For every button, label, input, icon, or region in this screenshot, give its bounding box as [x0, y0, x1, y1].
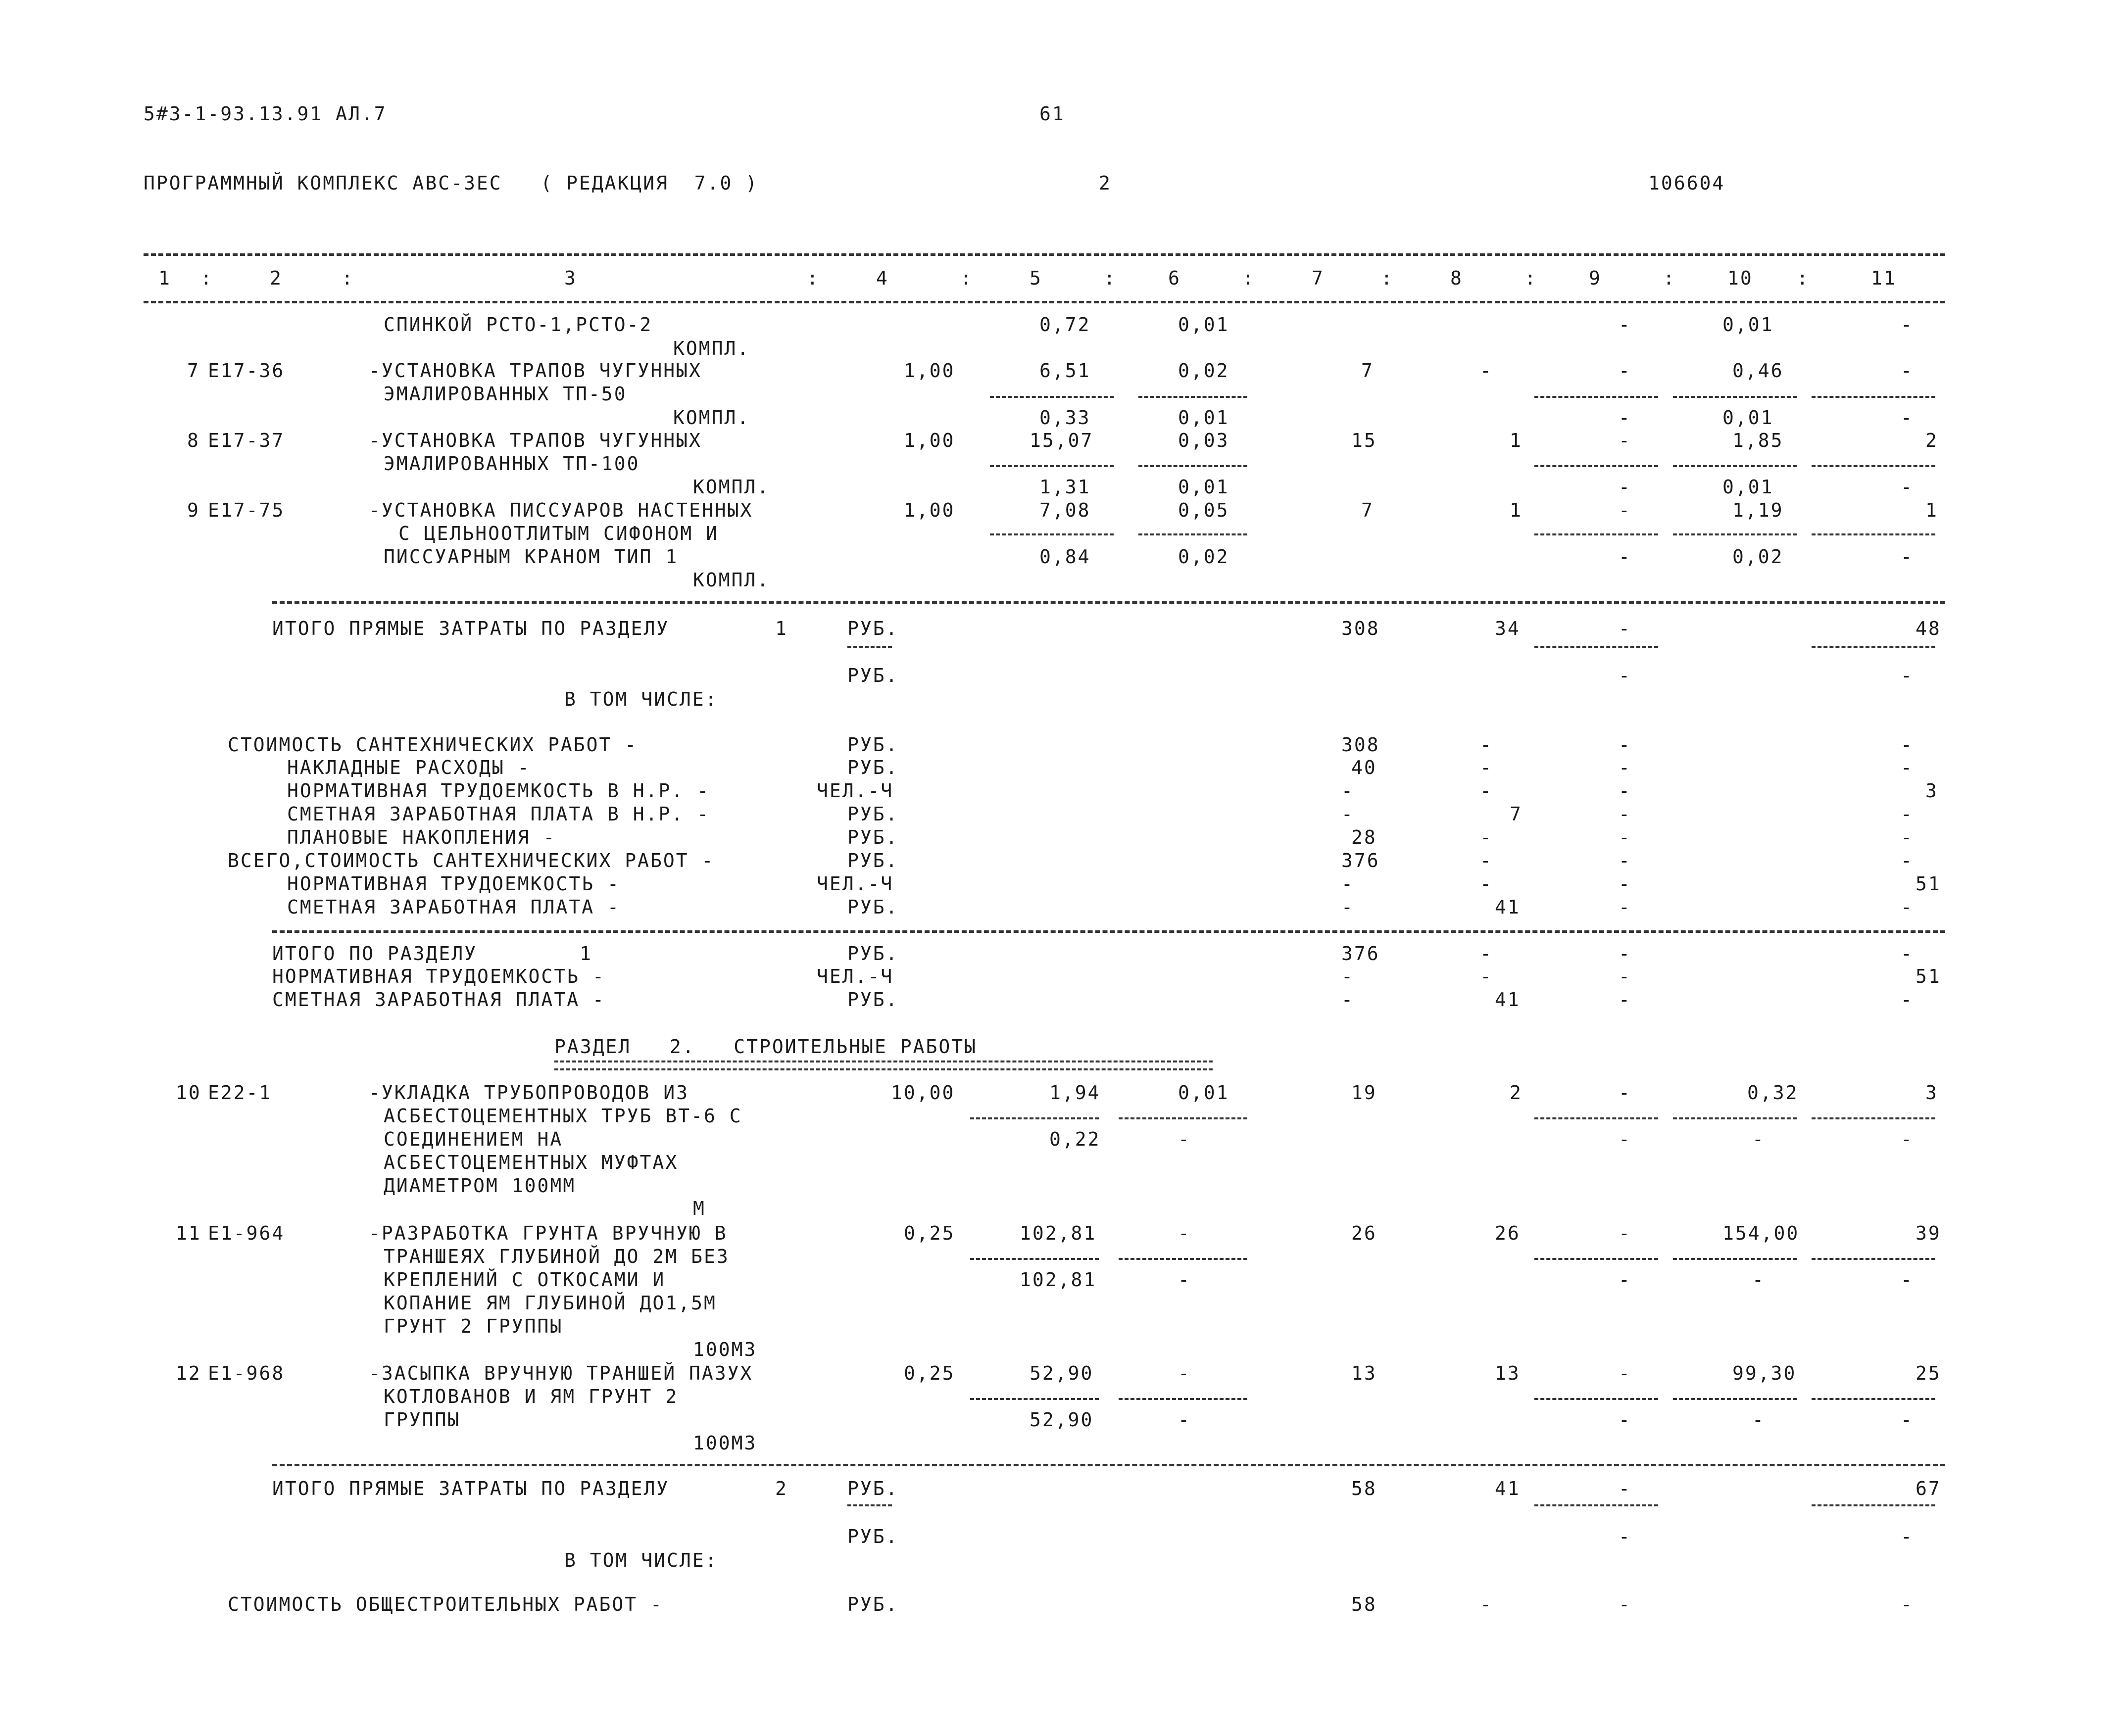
col-header-3: 3 [564, 267, 577, 289]
document-code: 106604 [1648, 172, 1725, 194]
row-cont-unit: КОМПЛ. [673, 338, 750, 359]
sum2-c7: - [1341, 989, 1354, 1011]
bd4-label: ПЛАНОВЫЕ НАКОПЛЕНИЯ - [287, 826, 556, 848]
bd2-c11: 3 [1925, 780, 1938, 802]
section2-incl: В ТОМ ЧИСЛЕ: [564, 1549, 718, 1571]
row7-s6: 0,01 [1178, 407, 1229, 429]
bd3-c11: - [1901, 803, 1914, 825]
row10-code: Е22-1 [208, 1082, 272, 1104]
bd6-c11: 51 [1916, 873, 1941, 895]
sum2-label: СМЕТНАЯ ЗАРАБОТНАЯ ПЛАТА - [272, 989, 605, 1011]
row11-unit: 100М3 [693, 1339, 757, 1360]
row12-line1: -ЗАСЫПКА ВРУЧНУЮ ТРАНШЕЙ ПАЗУХ [369, 1362, 753, 1384]
doc-code: 5#3-1-93.13.91 АЛ.7 [144, 103, 387, 125]
row9-v9: - [1619, 499, 1631, 521]
row7-s5: 0,33 [1039, 407, 1091, 429]
section1-total-num: 1 [775, 618, 788, 639]
row-cont-v11: - [1901, 314, 1914, 336]
row9-s10: 0,02 [1732, 546, 1784, 568]
row8-v7: 15 [1351, 430, 1377, 451]
sum1-c9: - [1619, 965, 1631, 987]
sum0-c7: 376 [1341, 943, 1380, 964]
row9-v7: 7 [1361, 499, 1374, 521]
bd1-c11: - [1901, 757, 1914, 778]
col-header-2: 2 [270, 267, 283, 289]
row12-v11: 25 [1916, 1362, 1941, 1384]
bd4-c9: - [1619, 826, 1631, 848]
sheet-number: 2 [1099, 172, 1112, 194]
row12-v9: - [1619, 1362, 1631, 1384]
row12-v8: 13 [1495, 1362, 1521, 1384]
row7-v11: - [1901, 360, 1914, 382]
section2-cost-c9: - [1619, 1593, 1631, 1615]
row11-s5: 102,81 [1020, 1269, 1097, 1291]
sum0-label: ИТОГО ПО РАЗДЕЛУ 1 [272, 943, 592, 964]
row11-qty: 0,25 [904, 1222, 955, 1244]
bd0-c11: - [1901, 734, 1914, 756]
row8-num: 8 [187, 430, 200, 451]
col-header-5: 5 [1030, 267, 1042, 289]
section1-total-c7: 308 [1341, 618, 1380, 639]
bd5-c8: - [1480, 850, 1493, 871]
row11-v7: 26 [1351, 1222, 1377, 1244]
row10-v9: - [1619, 1082, 1631, 1104]
row11-num: 11 [176, 1222, 201, 1244]
row12-unit: 100М3 [693, 1432, 757, 1454]
sum2-c11: - [1901, 989, 1914, 1011]
row10-unit: М [693, 1198, 706, 1219]
row11-s11: - [1901, 1269, 1914, 1291]
row11-v5: 102,81 [1020, 1222, 1097, 1244]
sum1-unit: ЧЕЛ.-Ч [817, 965, 894, 987]
section2-total-c7: 58 [1351, 1478, 1377, 1499]
bd0-unit: РУБ. [847, 734, 899, 756]
row10-s10: - [1752, 1128, 1765, 1150]
row8-s10: 0,01 [1722, 476, 1774, 498]
col-header-7: 7 [1312, 267, 1325, 289]
row9-v11: 1 [1925, 499, 1938, 521]
row12-num: 12 [176, 1362, 201, 1384]
row11-v11: 39 [1916, 1222, 1941, 1244]
bd3-c8: 7 [1510, 803, 1523, 825]
program-title: ПРОГРАММНЫЙ КОМПЛЕКС АВС-3ЕС ( РЕДАКЦИЯ 7.0 ) [144, 172, 759, 194]
row8-v8: 1 [1510, 430, 1523, 451]
section2-total-c8: 41 [1495, 1478, 1521, 1499]
row11-s9: - [1619, 1269, 1631, 1291]
section2-title-underline [554, 1061, 1213, 1070]
bd5-c7: 376 [1341, 850, 1380, 871]
bd0-c8: - [1480, 734, 1493, 756]
row9-qty: 1,00 [904, 499, 955, 521]
section1-total-c9: - [1619, 618, 1631, 639]
bd1-c9: - [1619, 757, 1631, 778]
row7-qty: 1,00 [904, 360, 955, 382]
bd7-unit: РУБ. [847, 896, 899, 918]
row-cont-v9: - [1619, 314, 1631, 336]
row12-s11: - [1901, 1409, 1914, 1431]
row10-s11: - [1901, 1128, 1914, 1150]
section2-cost-label: СТОИМОСТЬ ОБЩЕСТРОИТЕЛЬНЫХ РАБОТ - [228, 1593, 663, 1615]
bd0-label: СТОИМОСТЬ САНТЕХНИЧЕСКИХ РАБОТ - [228, 734, 638, 756]
row11-v6: - [1178, 1222, 1191, 1244]
row9-v10: 1,19 [1732, 499, 1784, 521]
row9-desc3: ПИССУАРНЫМ КРАНОМ ТИП 1 [384, 546, 679, 568]
bd7-c9: - [1619, 896, 1631, 918]
row-cont-v6: 0,01 [1178, 314, 1229, 336]
bd3-c9: - [1619, 803, 1631, 825]
row10-line1: -УКЛАДКА ТРУБОПРОВОДОВ ИЗ [369, 1082, 689, 1104]
row-cont-v5: 0,72 [1039, 314, 1091, 336]
bd3-unit: РУБ. [847, 803, 899, 825]
row12-s9: - [1619, 1409, 1631, 1431]
row9-num: 9 [187, 499, 200, 521]
section1-sub-c11: - [1901, 665, 1914, 686]
row10-v11: 3 [1925, 1082, 1938, 1104]
row12-code: Е1-968 [208, 1362, 285, 1384]
row12-s6: - [1178, 1409, 1191, 1431]
bd7-c11: - [1901, 896, 1914, 918]
col-header-8: 8 [1450, 267, 1463, 289]
bd6-c9: - [1619, 873, 1631, 895]
sum1-c11: 51 [1916, 965, 1941, 987]
bd1-label: НАКЛАДНЫЕ РАСХОДЫ - [287, 757, 531, 778]
row11-line3: КРЕПЛЕНИЙ С ОТКОСАМИ И [384, 1269, 666, 1291]
section1-total-c8: 34 [1495, 618, 1521, 639]
row12-v6: - [1178, 1362, 1191, 1384]
row8-v11: 2 [1925, 430, 1938, 451]
row8-desc1: -УСТАНОВКА ТРАПОВ ЧУГУННЫХ [369, 430, 702, 451]
row12-line2: КОТЛОВАНОВ И ЯМ ГРУНТ 2 [384, 1386, 679, 1407]
bd4-c8: - [1480, 826, 1493, 848]
row10-v10: 0,32 [1747, 1082, 1799, 1104]
bd0-c9: - [1619, 734, 1631, 756]
row10-line5: ДИАМЕТРОМ 100ММ [384, 1175, 576, 1197]
row9-desc2: С ЦЕЛЬНООТЛИТЫМ СИФОНОМ И [398, 523, 719, 544]
section1-sub-c9: - [1619, 665, 1631, 686]
bd4-c11: - [1901, 826, 1914, 848]
row11-line2: ТРАНШЕЯХ ГЛУБИНОЙ ДО 2М БЕЗ [384, 1246, 730, 1267]
row10-line4: АСБЕСТОЦЕМЕНТНЫХ МУФТАХ [384, 1152, 679, 1173]
sum1-c7: - [1341, 965, 1354, 987]
section2-total-label: ИТОГО ПРЯМЫЕ ЗАТРАТЫ ПО РАЗДЕЛУ [272, 1478, 670, 1499]
row7-s9: - [1619, 407, 1631, 429]
row10-line2: АСБЕСТОЦЕМЕНТНЫХ ТРУБ ВТ-6 С [384, 1105, 742, 1127]
row11-code: Е1-964 [208, 1222, 285, 1244]
row9-s11: - [1901, 546, 1914, 568]
row8-s5: 1,31 [1039, 476, 1091, 498]
section2-total-num: 2 [775, 1478, 788, 1499]
row11-s10: - [1752, 1269, 1765, 1291]
row9-unit: КОМПЛ. [693, 569, 770, 591]
bd4-unit: РУБ. [847, 826, 899, 848]
row12-s5: 52,90 [1030, 1409, 1094, 1431]
bd6-label: НОРМАТИВНАЯ ТРУДОЕМКОСТЬ - [287, 873, 620, 895]
bd2-c8: - [1480, 780, 1493, 802]
header-top-rule [144, 253, 1945, 256]
row10-v5: 1,94 [1049, 1082, 1101, 1104]
row7-v6: 0,02 [1178, 360, 1229, 382]
row11-line1: -РАЗРАБОТКА ГРУНТА ВРУЧНУЮ В [369, 1222, 728, 1244]
row11-v10: 154,00 [1722, 1222, 1800, 1244]
section2-sub-c11: - [1901, 1526, 1914, 1547]
row8-v10: 1,85 [1732, 430, 1784, 451]
section2-total-c9: - [1619, 1478, 1631, 1499]
col-header-11: 11 [1871, 267, 1897, 289]
col-header-10: 10 [1727, 267, 1753, 289]
row12-s10: - [1752, 1409, 1765, 1431]
row10-qty: 10,00 [891, 1082, 955, 1104]
section2-cost-c8: - [1480, 1593, 1493, 1615]
row12-v7: 13 [1351, 1362, 1377, 1384]
row10-line3: СОЕДИНЕНИЕМ НА [384, 1128, 563, 1150]
row7-v5: 6,51 [1039, 360, 1091, 382]
row7-v7: 7 [1361, 360, 1374, 382]
row7-v8: - [1480, 360, 1493, 382]
row12-line3: ГРУППЫ [384, 1409, 461, 1431]
section1-total-c11: 48 [1916, 618, 1941, 639]
sum0-c11: - [1901, 943, 1914, 964]
sum1-c8: - [1480, 965, 1493, 987]
row10-v6: 0,01 [1178, 1082, 1229, 1104]
section2-sub-c9: - [1619, 1526, 1631, 1547]
bd1-unit: РУБ. [847, 757, 899, 778]
row7-desc2: ЭМАЛИРОВАННЫХ ТП-50 [384, 383, 627, 405]
row7-v10: 0,46 [1732, 360, 1784, 382]
bd2-c9: - [1619, 780, 1631, 802]
row12-qty: 0,25 [904, 1362, 955, 1384]
bd7-c8: 41 [1495, 896, 1521, 918]
row10-v8: 2 [1510, 1082, 1523, 1104]
section1-total-unit: РУБ. [847, 618, 899, 639]
row10-s5: 0,22 [1049, 1128, 1101, 1150]
row7-num: 7 [187, 360, 200, 382]
row9-v8: 1 [1510, 499, 1523, 521]
section2-cost-c7: 58 [1351, 1593, 1377, 1615]
sum2-unit: РУБ. [847, 989, 899, 1011]
bd1-c8: - [1480, 757, 1493, 778]
bd0-c7: 308 [1341, 734, 1380, 756]
col-header-9: 9 [1589, 267, 1602, 289]
sum0-c9: - [1619, 943, 1631, 964]
row7-code: Е17-36 [208, 360, 285, 382]
section1-sub-unit: РУБ. [847, 665, 899, 686]
row8-s9: - [1619, 476, 1631, 498]
section2-total-c11: 67 [1916, 1478, 1941, 1499]
bd6-unit: ЧЕЛ.-Ч [817, 873, 894, 895]
row7-s11: - [1901, 407, 1914, 429]
row9-v5: 7,08 [1039, 499, 1091, 521]
col-header-1: 1 [158, 267, 171, 289]
bd3-label: СМЕТНАЯ ЗАРАБОТНАЯ ПЛАТА В Н.Р. - [287, 803, 710, 825]
row7-unit: КОМПЛ. [673, 407, 750, 429]
bd7-c7: - [1341, 896, 1354, 918]
row11-s6: - [1178, 1269, 1191, 1291]
row9-s6: 0,02 [1178, 546, 1229, 568]
row11-line4: КОПАНИЕ ЯМ ГЛУБИНОЙ ДО1,5М [384, 1292, 717, 1314]
bd6-c7: - [1341, 873, 1354, 895]
section2-cost-c11: - [1901, 1593, 1914, 1615]
row11-line5: ГРУНТ 2 ГРУППЫ [384, 1315, 563, 1337]
document-page: 5#3-1-93.13.91 АЛ.7 61 ПРОГРАММНЫЙ КОМПЛЕКС АВС-3ЕС ( РЕДАКЦИЯ 7.0 ) 2 106604 1 : 2 : 3 : 4 : 5 : 6 : 7 : 8 : 9 : 10 : 11 СПИНКОЙ РСТО-1,РСТО-2 0,72 0,01 - 0,01 - КОМПЛ. 7 Е17-36 -УСТАНОВКА ТРАПОВ ЧУГУННЫХ 1,00 6,51 0,02 7 - - 0,46 - ЭМАЛИРОВАННЫХ ТП-50 КОМПЛ. 0,33 0,01 - 0,01 - 8 Е17-37 -УСТАНОВКА ТРАПОВ ЧУГУННЫХ 1,00 15,07 0,03 15 1 - 1,85 2 ЭМАЛИРОВАННЫХ ТП-100 КОМПЛ. 1,31 0,01 - 0,01 - 9 Е17-75 -УСТАНОВКА ПИССУАРОВ НАСТЕННЫХ 1,00 7,08 0,05 7 1 - 1,19 1 С ЦЕЛЬНООТЛИТЫМ СИФОНОМ И ПИССУАРНЫМ КРАНОМ ТИП 1 0,84 0,02 - 0,02 - КОМПЛ. ИТОГО ПРЯМЫЕ ЗАТРАТЫ ПО РАЗДЕЛУ 1 РУБ. 308 34 - 48 РУБ. - - В ТОМ ЧИСЛЕ: СТОИМОСТЬ САНТЕХНИЧЕСКИХ РАБОТ - РУБ. 308 - - - НАКЛАДНЫЕ РАСХОДЫ - РУБ. 40 - - - НОРМАТИВНАЯ ТРУДОЕМКОСТЬ В Н.Р. - ЧЕЛ.-Ч - - - 3 СМЕТНАЯ ЗАРАБОТНАЯ ПЛАТА В Н.Р. - РУБ. - 7 - - ПЛАНОВЫЕ НАКОПЛЕНИЯ - РУБ. 28 - - - ВСЕГО,СТОИМОСТЬ САНТЕХНИЧЕСКИХ РАБОТ - РУБ. 376 - - - НОРМАТИВНАЯ ТРУДОЕМКОСТЬ - ЧЕЛ.-Ч - - - 51 СМЕТНАЯ ЗАРАБОТНАЯ ПЛАТА - РУБ. - 41 - - ИТОГО ПО РАЗДЕЛУ 1 РУБ. 376 - - - НОРМАТИВНАЯ ТРУДОЕМКОСТЬ - ЧЕЛ.-Ч - - - 51 СМЕТНАЯ ЗАРАБОТНАЯ ПЛАТА - РУБ. - 41 - - РАЗДЕЛ 2. СТРОИТЕЛЬНЫЕ РАБОТЫ 10 Е22-1 -УКЛАДКА ТРУБОПРОВОДОВ ИЗ 10,00 1,94 0,01 19 2 - 0,32 3 АСБЕСТОЦЕМЕНТНЫХ ТРУБ ВТ-6 С СОЕДИНЕНИЕМ НА 0,22 - - - - АСБЕСТОЦЕМЕНТНЫХ МУФТАХ ДИАМЕТРОМ 100ММ М 11 Е1-964 -РАЗРАБОТКА ГРУНТА ВРУЧНУЮ В 0,25 102,81 - 26 26 - 154,00 39 ТРАНШЕЯХ ГЛУБИНОЙ ДО 2М БЕЗ КРЕПЛЕНИЙ С ОТКОСАМИ И 102,81 - - - - КОПАНИЕ ЯМ ГЛУБИНОЙ ДО1,5М ГРУНТ 2 ГРУППЫ 100М3 12 Е1-968 -ЗАСЫПКА ВРУЧНУЮ ТРАНШЕЙ ПАЗУХ 0,25 52,90 - 13 13 - 99,30 25 КОТЛОВАНОВ И ЯМ ГРУНТ 2 ГРУППЫ 52,90 - - - - 100М3 ИТОГО ПРЯМЫЕ ЗАТРАТЫ ПО РАЗДЕЛУ 2 РУБ. 58 41 - 67 РУБ. - - В ТОМ ЧИСЛЕ: СТОИМОСТЬ ОБЩЕСТРОИТЕЛЬНЫХ РАБОТ - РУБ. 58 - - - [0, 0, 2113, 1736]
bd7-label: СМЕТНАЯ ЗАРАБОТНАЯ ПЛАТА - [287, 896, 620, 918]
bd5-c11: - [1901, 850, 1914, 871]
sum0-c8: - [1480, 943, 1493, 964]
bd5-label: ВСЕГО,СТОИМОСТЬ САНТЕХНИЧЕСКИХ РАБОТ - [228, 850, 715, 871]
col-header-6: 6 [1168, 267, 1181, 289]
sum2-c9: - [1619, 989, 1631, 1011]
page-number: 61 [1039, 103, 1065, 125]
bd6-c8: - [1480, 873, 1493, 895]
section2-cost-unit: РУБ. [847, 1593, 899, 1615]
row12-v5: 52,90 [1030, 1362, 1094, 1384]
row9-v6: 0,05 [1178, 499, 1229, 521]
row8-v6: 0,03 [1178, 430, 1229, 451]
bd3-c7: - [1341, 803, 1354, 825]
bd2-c7: - [1341, 780, 1354, 802]
row9-code: Е17-75 [208, 499, 285, 521]
row12-v10: 99,30 [1732, 1362, 1797, 1384]
bd4-c7: 28 [1351, 826, 1377, 848]
row8-s6: 0,01 [1178, 476, 1229, 498]
section2-total-unit: РУБ. [847, 1478, 899, 1499]
row7-v9: - [1619, 360, 1631, 382]
row-cont-v10: 0,01 [1722, 314, 1774, 336]
row8-desc2: ЭМАЛИРОВАННЫХ ТП-100 [384, 453, 640, 475]
bd1-c7: 40 [1351, 757, 1377, 778]
row9-desc1: -УСТАНОВКА ПИССУАРОВ НАСТЕННЫХ [369, 499, 753, 521]
row10-s9: - [1619, 1128, 1631, 1150]
row7-s10: 0,01 [1722, 407, 1774, 429]
row8-v5: 15,07 [1030, 430, 1094, 451]
bd2-unit: ЧЕЛ.-Ч [817, 780, 894, 802]
row9-s5: 0,84 [1039, 546, 1091, 568]
row8-v9: - [1619, 430, 1631, 451]
row8-qty: 1,00 [904, 430, 955, 451]
row10-s6: - [1178, 1128, 1191, 1150]
row11-v8: 26 [1495, 1222, 1521, 1244]
row11-v9: - [1619, 1222, 1631, 1244]
col-header-4: 4 [876, 267, 889, 289]
row7-desc1: -УСТАНОВКА ТРАПОВ ЧУГУННЫХ [369, 360, 702, 382]
sum1-label: НОРМАТИВНАЯ ТРУДОЕМКОСТЬ - [272, 965, 605, 987]
section2-title: РАЗДЕЛ 2. СТРОИТЕЛЬНЫЕ РАБОТЫ [554, 1036, 977, 1058]
row8-s11: - [1901, 476, 1914, 498]
row-cont-desc: СПИНКОЙ РСТО-1,РСТО-2 [384, 314, 653, 336]
row9-s9: - [1619, 546, 1631, 568]
row10-v7: 19 [1351, 1082, 1377, 1104]
sum2-c8: 41 [1495, 989, 1521, 1011]
bd2-label: НОРМАТИВНАЯ ТРУДОЕМКОСТЬ В Н.Р. - [287, 780, 710, 802]
bd5-c9: - [1619, 850, 1631, 871]
section1-incl: В ТОМ ЧИСЛЕ: [564, 688, 718, 710]
row10-num: 10 [176, 1082, 201, 1104]
section2-sub-unit: РУБ. [847, 1526, 899, 1547]
row8-unit: КОМПЛ. [693, 476, 770, 498]
section1-total-label: ИТОГО ПРЯМЫЕ ЗАТРАТЫ ПО РАЗДЕЛУ [272, 618, 670, 639]
row8-code: Е17-37 [208, 430, 285, 451]
header-bottom-rule [144, 301, 1945, 303]
sum0-unit: РУБ. [847, 943, 899, 964]
bd5-unit: РУБ. [847, 850, 899, 871]
